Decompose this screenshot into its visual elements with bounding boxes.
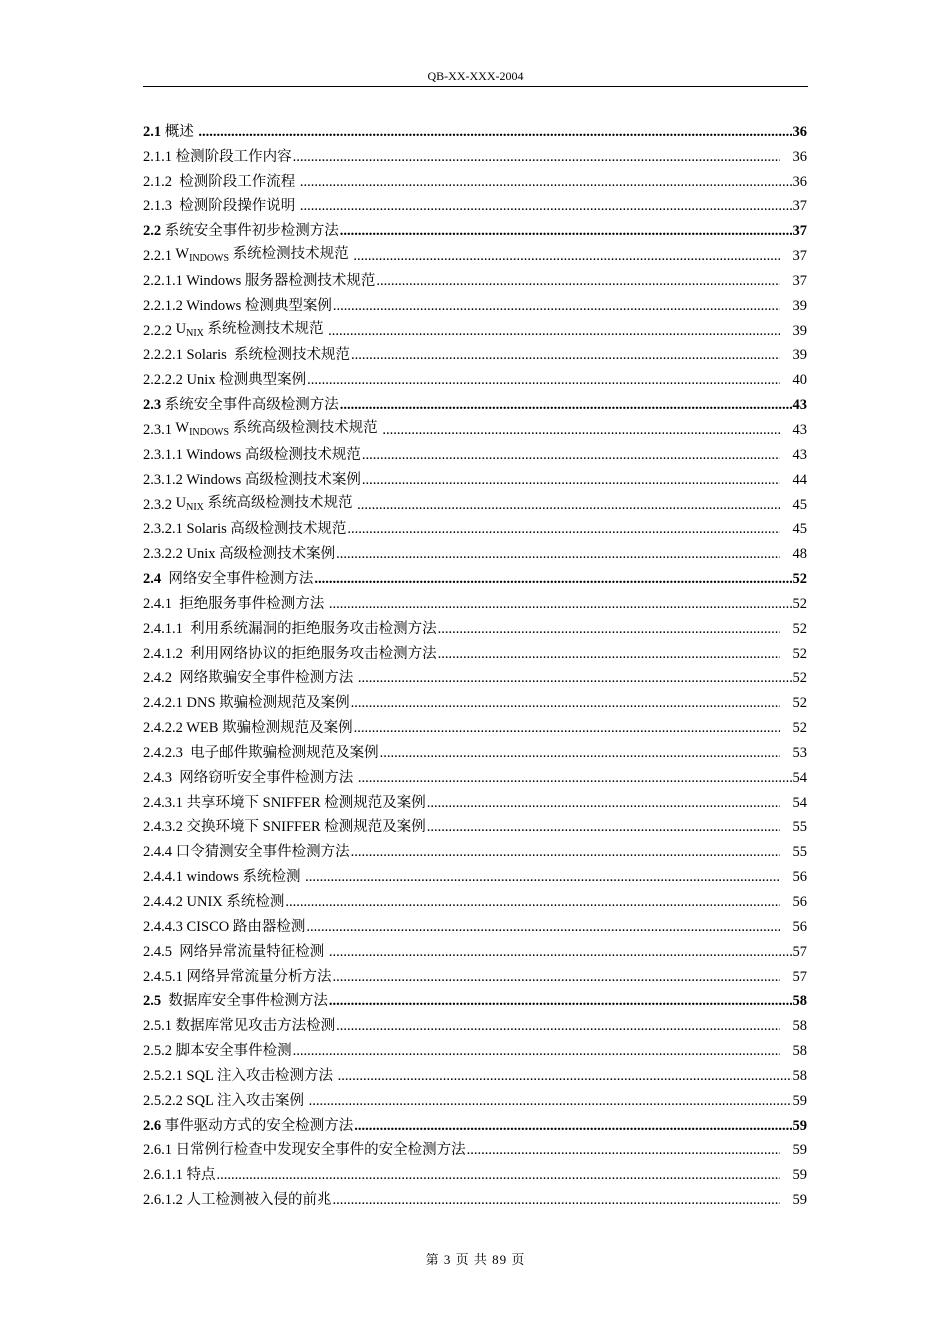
toc-dot-leader: [309, 1092, 792, 1110]
toc-entry-title: [172, 245, 352, 265]
toc-entry-number: 2.4.5: [143, 943, 172, 960]
toc-dot-leader: [351, 694, 780, 712]
toc-entry[interactable]: [143, 1135, 807, 1160]
toc-entry[interactable]: [143, 414, 807, 439]
toc-entry[interactable]: [143, 290, 807, 315]
toc-dot-leader: [358, 769, 792, 787]
toc-entry-number: 2.5.2: [143, 1043, 172, 1060]
toc-entry[interactable]: [143, 265, 807, 290]
toc-entry[interactable]: [143, 588, 807, 613]
toc-entry-title: Solaris 系统检测技术规范: [182, 347, 351, 364]
toc-entry-title: [172, 419, 381, 439]
toc-entry-page: 45: [792, 521, 807, 538]
toc-entry-number: 2.2.1.2: [143, 297, 183, 314]
toc-entry-title: 网络异常流量分析方法: [182, 968, 332, 985]
toc-entry-page: 58: [792, 1018, 807, 1035]
toc-entry-number: 2.4.2: [143, 670, 172, 687]
toc-dot-leader: [362, 471, 780, 489]
toc-entry-page: 37: [792, 248, 807, 265]
toc-entry-page: 39: [792, 297, 807, 314]
toc-entry-title: Solaris 高级检测技术规范: [182, 521, 347, 538]
toc-dot-leader: [333, 968, 781, 986]
toc-entry[interactable]: [143, 787, 807, 812]
toc-entry-page: 59: [792, 1167, 807, 1184]
toc-entry-title: 网络窃听安全事件检测方法: [172, 769, 357, 786]
toc-entry-title: 网络欺骗安全事件检测方法: [172, 670, 357, 687]
toc-entry-title: SQL 注入攻击案例: [182, 1092, 308, 1109]
toc-entry-title-rest: 系统高级检测技术规范: [203, 494, 357, 511]
toc-entry-page: 58: [792, 1067, 807, 1084]
table-of-contents: [143, 116, 807, 1209]
toc-dot-leader: [353, 247, 780, 265]
toc-entry-number: 2.5: [143, 993, 162, 1010]
toc-entry[interactable]: [143, 1110, 807, 1135]
toc-dot-leader: [307, 371, 780, 389]
toc-entry-title: WEB 欺骗检测规范及案例: [182, 720, 353, 737]
toc-entry-number: 2.4.4.2: [143, 894, 183, 910]
toc-entry[interactable]: [143, 911, 807, 936]
toc-entry-page: 39: [792, 347, 807, 364]
toc-dot-leader: [438, 645, 780, 663]
page-footer: 第 3 页 共 89 页: [425, 1252, 526, 1267]
toc-entry-title: 利用网络协议的拒绝服务攻击检测方法: [182, 645, 437, 662]
toc-entry-title-smallcaps: INDOWS: [189, 253, 230, 265]
toc-entry-number: 2.4: [143, 571, 162, 588]
toc-entry-title-initial: W: [172, 246, 190, 263]
toc-entry[interactable]: [143, 986, 807, 1011]
toc-entry[interactable]: [143, 1035, 807, 1060]
toc-entry-page: 59: [792, 1117, 807, 1134]
toc-dot-leader: [340, 396, 792, 414]
toc-dot-leader: [427, 818, 780, 836]
toc-entry-page: 37: [792, 272, 807, 289]
toc-entry-title: 系统安全事件高级检测方法: [161, 397, 339, 414]
toc-entry[interactable]: [143, 439, 807, 464]
toc-entry-number: 2.3.2: [143, 496, 172, 513]
toc-entry[interactable]: [143, 1159, 807, 1184]
toc-entry-number: 2.4.2.3: [143, 744, 183, 761]
toc-entry-number: 2.2.1.1: [143, 272, 183, 289]
toc-entry[interactable]: [143, 762, 807, 787]
header-rule: [143, 86, 808, 87]
toc-entry-number: 2.1.2: [143, 173, 172, 190]
toc-dot-leader: [467, 1141, 780, 1159]
toc-entry-title: 利用系统漏洞的拒绝服务攻击检测方法: [182, 620, 437, 637]
toc-entry[interactable]: [143, 886, 807, 911]
toc-entry[interactable]: [143, 364, 807, 389]
toc-entry-page: 52: [792, 620, 807, 637]
toc-entry-page: 59: [792, 1192, 807, 1209]
toc-entry-number: 2.4.4: [143, 844, 172, 861]
toc-dot-leader: [362, 446, 780, 464]
toc-entry-page: 54: [792, 769, 807, 786]
toc-entry[interactable]: [143, 812, 807, 837]
toc-entry-title: 系统安全事件初步检测方法: [161, 223, 339, 240]
toc-entry-page: 59: [792, 1142, 807, 1159]
toc-entry-title: 事件驱动方式的安全检测方法: [161, 1117, 354, 1134]
toc-entry-title: 人工检测被入侵的前兆: [182, 1192, 332, 1209]
toc-entry-title: 交换环境下 SNIFFER 检测规范及案例: [182, 819, 426, 836]
toc-dot-leader: [382, 421, 780, 439]
toc-entry-title: 拒绝服务事件检测方法: [172, 595, 328, 612]
toc-entry-title: 网络安全事件检测方法: [161, 571, 314, 588]
toc-dot-leader: [306, 918, 780, 936]
document-header: QB-XX-XXX-2004: [427, 69, 524, 83]
toc-entry-title-initial: U: [172, 320, 187, 337]
toc-dot-leader: [198, 123, 791, 141]
toc-entry-title: 特点: [182, 1167, 216, 1184]
toc-entry-number: 2.6: [143, 1117, 162, 1134]
toc-entry-number: 2.1: [143, 123, 162, 140]
toc-entry[interactable]: [143, 861, 807, 886]
toc-entry-title: 日常例行检查中发现安全事件的安全检测方法: [172, 1142, 466, 1159]
toc-dot-leader: [305, 868, 780, 886]
toc-entry-title: 数据库安全事件检测方法: [161, 993, 328, 1010]
toc-entry-number: 2.2.2: [143, 322, 172, 339]
toc-dot-leader: [438, 620, 780, 638]
toc-entry-title: Unix 检测典型案例: [182, 372, 307, 389]
toc-dot-leader: [328, 322, 780, 340]
toc-entry-title: 网络异常流量特征检测: [172, 943, 328, 960]
toc-entry-title: Windows 检测典型案例: [182, 297, 332, 314]
toc-entry-number: 2.1.3: [143, 198, 172, 215]
toc-dot-leader: [293, 1042, 780, 1060]
toc-dot-leader: [347, 520, 780, 538]
toc-entry[interactable]: [143, 489, 807, 514]
toc-entry-number: 2.6.1.2: [143, 1192, 183, 1209]
toc-entry[interactable]: [143, 116, 807, 141]
toc-dot-leader: [329, 595, 792, 613]
toc-dot-leader: [358, 669, 792, 687]
toc-entry-title-initial: U: [172, 494, 187, 511]
toc-entry[interactable]: [143, 340, 807, 365]
toc-entry-page: 36: [792, 173, 807, 190]
toc-entry-title: UNIX 系统检测: [182, 894, 285, 910]
toc-entry-page: 40: [792, 372, 807, 389]
toc-dot-leader: [354, 1117, 791, 1135]
toc-dot-leader: [351, 843, 780, 861]
toc-entry-number: 2.3.1.2: [143, 471, 183, 488]
toc-entry-number: 2.5.2.2: [143, 1092, 183, 1109]
toc-entry-number: 2.4.4.3: [143, 918, 183, 935]
toc-dot-leader: [380, 744, 780, 762]
toc-entry-title: 检测阶段工作内容: [172, 148, 292, 165]
toc-entry-title: 检测阶段操作说明: [172, 198, 299, 215]
toc-entry-page: 43: [792, 446, 807, 463]
toc-entry-page: 56: [792, 894, 807, 910]
toc-entry-number: 2.2.2.2: [143, 372, 183, 389]
toc-dot-leader: [376, 272, 780, 290]
toc-entry-title: 脚本安全事件检测: [172, 1043, 292, 1060]
toc-entry-title: windows 系统检测: [182, 869, 305, 886]
toc-entry-title-rest: 系统检测技术规范: [203, 320, 328, 337]
toc-dot-leader: [336, 1017, 780, 1035]
toc-entry[interactable]: [143, 215, 807, 240]
toc-dot-leader: [329, 992, 792, 1010]
toc-entry-title: 电子邮件欺骗检测规范及案例: [182, 744, 379, 761]
toc-entry-number: 2.4.3.2: [143, 819, 183, 836]
toc-entry-number: 2.2.1: [143, 248, 172, 265]
toc-entry[interactable]: [143, 737, 807, 762]
toc-entry[interactable]: [143, 687, 807, 712]
toc-dot-leader: [333, 1191, 781, 1209]
toc-entry[interactable]: [143, 514, 807, 539]
toc-entry-title-rest: 系统高级检测技术规范: [229, 419, 382, 436]
toc-entry[interactable]: [143, 663, 807, 688]
toc-entry-page: 59: [792, 1092, 807, 1109]
toc-entry-page: 57: [792, 943, 807, 960]
toc-entry-title: CISCO 路由器检测: [182, 918, 306, 935]
toc-entry-number: 2.3.2.2: [143, 546, 183, 563]
toc-entry[interactable]: [143, 191, 807, 216]
toc-entry-title: 检测阶段工作流程: [172, 173, 299, 190]
toc-entry[interactable]: [143, 836, 807, 861]
toc-dot-leader: [314, 570, 791, 588]
toc-entry-number: 2.2: [143, 223, 162, 240]
toc-entry-title-smallcaps: INDOWS: [189, 426, 230, 438]
toc-entry-title-smallcaps: NIX: [186, 501, 204, 513]
toc-entry[interactable]: [143, 1085, 807, 1110]
toc-dot-leader: [217, 1166, 781, 1184]
toc-entry[interactable]: [143, 1184, 807, 1209]
toc-dot-leader: [333, 297, 780, 315]
toc-entry-number: 2.6.1.1: [143, 1167, 183, 1184]
toc-entry[interactable]: [143, 563, 807, 588]
toc-entry[interactable]: [143, 1010, 807, 1035]
toc-entry-page: 44: [792, 471, 807, 488]
toc-dot-leader: [340, 222, 792, 240]
toc-entry-page: 57: [792, 968, 807, 985]
toc-entry[interactable]: [143, 315, 807, 340]
toc-entry-number: 2.3.2.1: [143, 521, 183, 538]
toc-entry-page: 52: [792, 571, 807, 588]
toc-entry-page: 48: [792, 546, 807, 563]
toc-entry-title: Windows 服务器检测技术规范: [182, 272, 376, 289]
toc-entry-number: 2.4.1.2: [143, 645, 183, 662]
toc-entry-page: 39: [792, 322, 807, 339]
toc-dot-leader: [354, 719, 780, 737]
toc-entry[interactable]: [143, 613, 807, 638]
toc-entry-number: 2.4.2.1: [143, 695, 183, 712]
toc-entry-page: 58: [792, 1043, 807, 1060]
toc-entry[interactable]: [143, 961, 807, 986]
toc-entry-number: 2.4.1: [143, 595, 172, 612]
toc-dot-leader: [338, 1067, 792, 1085]
toc-entry-title: 共享环境下 SNIFFER 检测规范及案例: [182, 794, 426, 811]
toc-entry-title-rest: 系统检测技术规范: [229, 246, 353, 263]
toc-entry-title: Unix 高级检测技术案例: [182, 546, 336, 563]
toc-entry[interactable]: [143, 638, 807, 663]
toc-entry-number: 2.2.2.1: [143, 347, 183, 364]
toc-entry-title: 概述: [161, 123, 198, 140]
toc-entry-page: 55: [792, 819, 807, 836]
toc-entry-page: 54: [792, 794, 807, 811]
toc-entry[interactable]: [143, 1060, 807, 1085]
toc-entry-number: 2.3.1: [143, 421, 172, 438]
toc-entry[interactable]: [143, 166, 807, 191]
toc-entry[interactable]: [143, 389, 807, 414]
toc-entry-title: [172, 494, 356, 514]
toc-entry-page: 52: [792, 595, 807, 612]
toc-entry-page: 37: [792, 223, 807, 240]
toc-entry-page: 52: [792, 645, 807, 662]
toc-dot-leader: [285, 893, 780, 911]
toc-dot-leader: [427, 794, 780, 812]
toc-entry[interactable]: [143, 464, 807, 489]
toc-dot-leader: [357, 496, 780, 514]
toc-entry-page: 56: [792, 869, 807, 886]
toc-entry-page: 37: [792, 198, 807, 215]
toc-entry-title: 数据库常见攻击方法检测: [172, 1018, 336, 1035]
toc-entry-page: 58: [792, 993, 807, 1010]
toc-entry-page: 45: [792, 496, 807, 513]
toc-dot-leader: [336, 545, 780, 563]
toc-entry-page: 43: [792, 421, 807, 438]
toc-entry-number: 2.5.2.1: [143, 1067, 183, 1084]
toc-entry-number: 2.6.1: [143, 1142, 172, 1159]
toc-entry[interactable]: [143, 936, 807, 961]
toc-entry[interactable]: [143, 141, 807, 166]
toc-dot-leader: [329, 943, 792, 961]
toc-entry-title: DNS 欺骗检测规范及案例: [182, 695, 350, 712]
toc-entry-number: 2.1.1: [143, 148, 172, 165]
toc-entry-number: 2.3: [143, 397, 162, 414]
toc-entry[interactable]: [143, 240, 807, 265]
toc-entry-number: 2.3.1.1: [143, 446, 183, 463]
toc-entry-page: 53: [792, 744, 807, 761]
toc-entry[interactable]: [143, 712, 807, 737]
toc-entry-number: 2.4.5.1: [143, 968, 183, 985]
toc-dot-leader: [293, 148, 780, 166]
toc-entry-page: 52: [792, 695, 807, 712]
toc-entry-number: 2.5.1: [143, 1018, 172, 1035]
toc-dot-leader: [351, 346, 780, 364]
toc-entry-page: 43: [792, 397, 807, 414]
toc-entry-number: 2.4.2.2: [143, 720, 183, 737]
toc-dot-leader: [300, 173, 792, 191]
toc-dot-leader: [300, 197, 792, 215]
toc-entry-page: 55: [792, 844, 807, 861]
toc-entry-number: 2.4.1.1: [143, 620, 183, 637]
toc-entry-title: [172, 320, 327, 340]
toc-entry-page: 36: [792, 148, 807, 165]
toc-entry-number: 2.4.4.1: [143, 869, 183, 886]
toc-entry-title: SQL 注入攻击检测方法: [182, 1067, 337, 1084]
toc-entry-page: 52: [792, 720, 807, 737]
toc-entry-page: 52: [792, 670, 807, 687]
toc-entry-page: 36: [792, 123, 807, 140]
toc-entry-title: Windows 高级检测技术案例: [182, 471, 361, 488]
toc-entry-title: Windows 高级检测技术规范: [182, 446, 361, 463]
toc-entry-number: 2.4.3: [143, 769, 172, 786]
toc-entry[interactable]: [143, 538, 807, 563]
toc-entry-page: 56: [792, 918, 807, 935]
toc-entry-title-initial: W: [172, 419, 190, 436]
toc-entry-number: 2.4.3.1: [143, 794, 183, 811]
toc-entry-title-smallcaps: NIX: [186, 327, 204, 339]
toc-entry-title: 口令猜测安全事件检测方法: [172, 844, 350, 861]
